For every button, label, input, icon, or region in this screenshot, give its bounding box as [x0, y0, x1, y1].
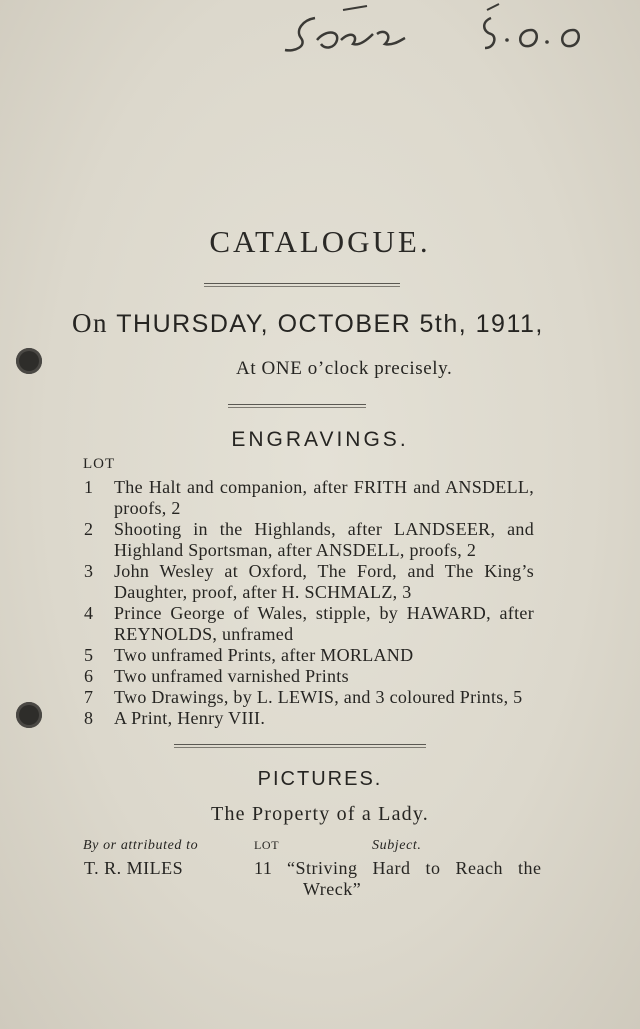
lot-column-header: LOT	[83, 456, 116, 472]
sale-time: At ONE o’clock precisely.	[236, 358, 453, 379]
handwritten-annotation	[255, 0, 595, 70]
lot-entry	[84, 645, 534, 666]
sale-date	[72, 308, 544, 339]
date-day-year: 5th, 1911,	[419, 310, 544, 338]
picture-subject-continued: Wreck”	[303, 879, 362, 899]
catalogue-title: CATALOGUE.	[209, 224, 431, 259]
lot-number: 1	[84, 477, 94, 497]
lot-entry	[84, 561, 534, 603]
date-prefix: On	[72, 308, 108, 338]
punch-hole	[16, 348, 42, 374]
section-heading-pictures: PICTURES.	[257, 768, 383, 790]
lot-number: 6	[84, 666, 94, 686]
lot-description: Shooting in the Highlands, after LANDSEER, and Highland Sportsman, after ANSDELL, proofs, 2	[114, 519, 534, 560]
property-owner: The Property of a Lady.	[211, 803, 429, 825]
lot-number: 7	[84, 687, 94, 707]
lot-description: Two unframed varnished Prints	[114, 666, 349, 686]
divider	[228, 404, 366, 408]
lot-description: Two unframed Prints, after MORLAND	[114, 645, 414, 665]
lot-number: 3	[84, 561, 94, 581]
punch-hole	[16, 702, 42, 728]
lot-description: Two Drawings, by L. LEWIS, and 3 coloured Prints, 5	[114, 687, 523, 707]
picture-artist: T. R. MILES	[84, 858, 184, 878]
lot-number: 4	[84, 603, 94, 623]
lot-entry	[84, 666, 534, 687]
lot-entry	[84, 687, 534, 708]
lot-entry	[84, 708, 534, 729]
column-header-artist: By or attributed to	[83, 838, 199, 853]
lot-entry	[84, 519, 534, 561]
lot-number: 5	[84, 645, 94, 665]
divider	[204, 283, 400, 287]
picture-subject: “Striving Hard to Reach the	[287, 858, 542, 878]
lot-description: A Print, Henry VIII.	[114, 708, 266, 728]
date-weekday-month: THURSDAY, OCTOBER	[116, 310, 412, 338]
section-heading-engravings: ENGRAVINGS.	[231, 428, 409, 451]
column-header-lot: LOT	[254, 838, 280, 852]
lot-description: The Halt and companion, after FRITH and ANSDELL, proofs, 2	[114, 477, 534, 518]
engravings-lot-list	[84, 477, 534, 729]
lot-number: 8	[84, 708, 94, 728]
divider	[174, 744, 426, 748]
lot-description: Prince George of Wales, stipple, by HAWARD, after REYNOLDS, unframed	[114, 603, 534, 644]
lot-description: John Wesley at Oxford, The Ford, and The King’s Daughter, proof, after H. SCHMALZ, 3	[114, 561, 534, 602]
column-header-subject: Subject.	[372, 838, 422, 853]
picture-lot-number: 11	[254, 858, 273, 878]
lot-entry	[84, 603, 534, 645]
lot-entry	[84, 477, 534, 519]
lot-number: 2	[84, 519, 94, 539]
